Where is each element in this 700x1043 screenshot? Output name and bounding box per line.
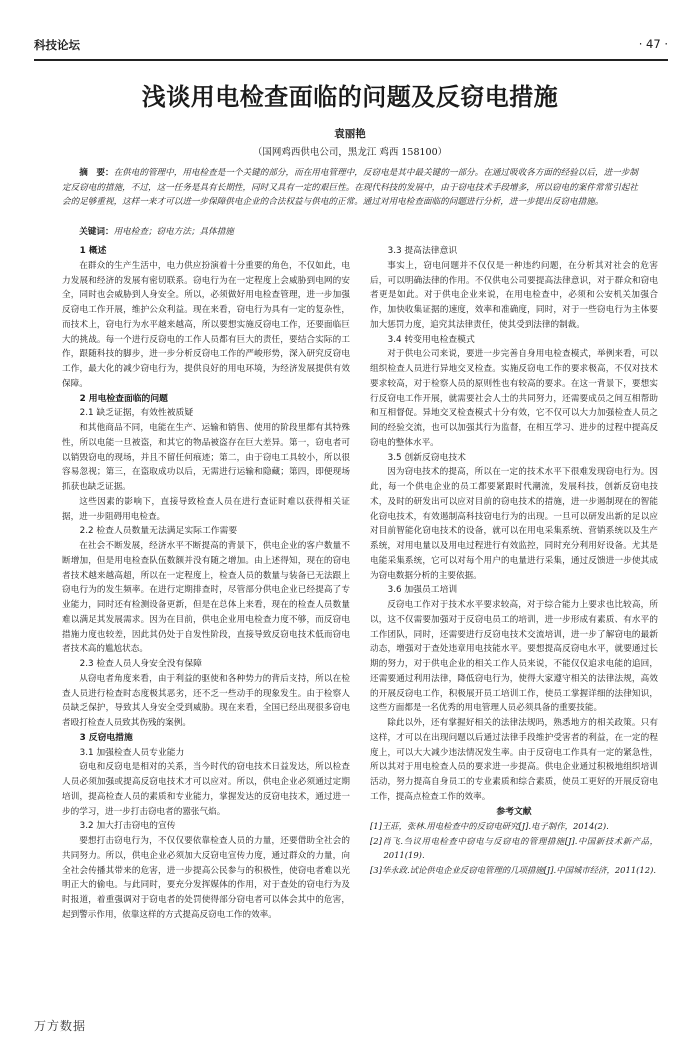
subsection-heading: 3.4 转变用电检查模式 bbox=[387, 334, 475, 345]
subsection-heading: 3.5 创新反窃电技术 bbox=[387, 452, 466, 463]
paragraph: 因为窃电技术的提高，所以在一定的技术水平下很难发现窃电行为。因此，每一个供电企业的员工都要紧跟时代潮流，发展科技，创新反窃电技术，及时的研发出可以应对目前的窃电技术的措施，进一步遏制现在的智能化窃电技术，有效遏制高科技窃电行为的出现。一旦可以研发出新的足以应对目前智能化窃电技术的设备，就可以在用电采集系统、营销系统以及生产系统，对用电量以及用电过程进行有效监控，同时充分利用好设备。尤其是电能采集系统，它可以对每个用户的电量进行采集，通过反馈进一步使其成为窃电数据分析的主要依据。 bbox=[370, 467, 658, 581]
article-author: 袁丽艳 bbox=[334, 128, 366, 140]
subsection-heading: 3.3 提高法律意识 bbox=[387, 246, 458, 256]
paragraph: 这些因素的影响下，直接导致检查人员在进行查证时难以获得相关证据，进一步阻碍用电检查。 bbox=[62, 496, 350, 522]
paragraph: 和其他商品不同，电能在生产、运输和销售、使用的阶段里都有其特殊性，所以电能一旦被盗，和其它的物品被盗存在巨大差异。第一，窃电者可以销毁窃电的现场，并且不留任何痕迹；第二，由于窃电工具较小，所以很容易忽视；第三，在盗取成功以后，无需进行运输和隐藏；第四，即便现场抓获也缺乏证据。 bbox=[62, 423, 350, 492]
left-column bbox=[62, 244, 350, 923]
abstract-label: 摘 要： bbox=[79, 168, 114, 178]
reference-item: [1]王莊，张林.用电检查中的反窃电研究[J].电子制作，2014(2). bbox=[370, 821, 609, 832]
paragraph: 事实上，窃电问题并不仅仅是一种违约问题，在分析其对社会的危害后，可以明确法律的作用。不仅供电公司要提高法律意识，对于群众和窃电者更是如此。对于供电企业来说，在用电检查中，必须和公安机关加强合作，加快收集证据的速度，效率和准确度，同时，对于一些窃电行为主体要加大惩罚力度，追究其法律责任，使其受到法律的制裁。 bbox=[370, 260, 658, 330]
running-header bbox=[34, 33, 668, 51]
header-rule bbox=[34, 59, 668, 61]
paragraph: 要想打击窃电行为，不仅仅要依靠检查人员的力量，还要借助全社会的共同努力。所以，供电企业必须加大反窃电宣传力度，通过群众的力量，向全社会传播其带来的危害，进一步提高公民参与的积极性，使窃电者难以光明正大的偷电。与此同时，要充分发挥媒体的作用，对于查处的窃电行为及时报道，着重强调对于窃电者的处罚使得部分窃电者可以体会其中的危害，起到警示作用，依靠这样的方式提高反窃电工作的效率。 bbox=[62, 836, 350, 920]
reference-item: [2]肖飞.刍议用电检查中窃电与反窃电的管理措施[J].中国新技术新产品，2011(19). bbox=[370, 835, 658, 861]
section-heading: 3 反窃电措施 bbox=[79, 732, 133, 743]
page-number: · 47 · bbox=[638, 37, 668, 51]
subsection-heading: 3.6 加强员工培训 bbox=[387, 585, 458, 596]
paragraph: 反窃电工作对于技术水平要求较高，对于综合能力上要求也比较高，所以，这不仅需要加强对于反窃电员工的培训，进一步形成有素质、有水平的工作团队，同时，还需要进行反窃电技术交流培训，进一步了解窃电的最新动态，增强对于查处违章用电技能水平。要想提高反窃电水平，就要通过长期的努力，对于供电企业的相关工作人员来说，不能仅仅追求电能的追回，还需要通过利用法律，降低窃电行为，使得大家遵守相关的法律法规，高效的开展反窃电工作，积极展开员工培训工作，使员工掌握详细的法律知识，这些方面都是一名优秀的用电管理人员必须具备的重要技能。 bbox=[370, 600, 658, 714]
paragraph: 在社会不断发展，经济水平不断提高的背景下，供电企业的客户数量不断增加，但是用电检查队伍数额并没有随之增加。由上述得知，现在的窃电者技术越来越高超，所以在一定程度上，检查人员的数量与装备已无法跟上窃电行为的发生频率。在进行定期排查时，尽管部分供电企业已经提高了专业能力，同时还有检测设备更新，但是在总体上来看，现在的检查人员数量难以满足其发展需求。因为在目前，供电企业用电检查力度不够，而反窃电措施力度也较差，因此其仍处于自发性阶段，直接导致反窃电技术低而窃电者技术高的尴尬状态。 bbox=[62, 541, 350, 655]
subsection-heading: 3.2 加大打击窃电的宣传 bbox=[79, 821, 176, 832]
abstract-text: 在供电的管理中，用电检查是一个关键的部分，而在用电管理中，反窃电是其中最关键的一部分。在通过吸收各方面的经验以后，进一步制定反窃电的措施，不过，这一任务是具有长期性，同时又具有一定的艰巨性。在现代科技的发展中，由于窃电技术手段增多，所以窃电的案件常常引起社会的足够重视，这样一来才可以进一步保障供电企业的合法权益与供电的正常。通过对用电检查面临的问题进行分析，进一步提出反窃电措施。 bbox=[62, 168, 638, 208]
subsection-heading: 3.1 加强检查人员专业能力 bbox=[79, 747, 185, 758]
references-heading: 参考文献 bbox=[496, 806, 532, 817]
article-title: 浅谈用电检查面临的问题及反窃电措施 bbox=[141, 83, 559, 111]
abstract bbox=[62, 166, 638, 210]
paragraph: 窃电和反窃电是相对的关系，当今时代的窃电技术日益发达，所以检查人员必须加强或提高反窃电技术才可以应对。所以，供电企业必须通过定期培训，提高检查人员的素质和专业能力，掌握发达的反窃电技术，通过进一步的学习，进一步打击窃电者的嚣张气焰。 bbox=[62, 762, 350, 817]
keywords bbox=[62, 225, 638, 239]
right-column bbox=[370, 244, 658, 877]
paragraph: 对于供电公司来说，要进一步完善自身用电检查模式，举例来看，可以组织检查人员进行异地交叉检查。实施反窃电工作的要求极高，不仅对技术要求较高，对于检察人员的原则性也有较高的要求。在这一背景下，要想实行反窃电工作开展，就需要社会人士的共同努力，还需要成员之间互相帮助和互相督促。异地交叉检查模式十分有效，它不仅可以大力加强检查人员之间的经验交流，也可以加强其行为监督，在相互学习、进步的过程中提高反窃电的整体水平。 bbox=[370, 349, 658, 448]
section-heading: 2 用电检查面临的问题 bbox=[79, 393, 168, 404]
paragraph: 在群众的生产生活中，电力供应扮演着十分重要的角色，不仅如此，电力发展和经济的发展有密切联系。窃电行为在一定程度上会威胁到电网的安全，同时也会威胁到人身安全。所以，必须做好用电检查管理，进一步加强反窃电工作开展，维护公众利益。现在来看，窃电行为具有一定的复杂性，而技术上，窃电行为水平越来越高，所以要想实施反窃电工作，还要面临巨大的挑战。每一个进行反窃电的工作人员都有巨大的责任，要结合实际的工作，跟随科技的脚步，进一步分析反窃电工作的严峻形势，深入研究反窃电工作，最大化的减少窃电行为，提供良好的用电环境，为经济发展提供有效保障。 bbox=[62, 260, 350, 389]
reference-item: [3]华永政.试论供电企业反窃电管理的几项措施[J].中国城市经济，2011(12). bbox=[370, 864, 656, 875]
subsection-heading: 2.2 检查人员数量无法满足实际工作需要 bbox=[79, 526, 238, 537]
author-affiliation: （国网鸡西供电公司，黑龙江 鸡西 158100） bbox=[252, 147, 448, 158]
paragraph: 除此以外，还有掌握好相关的法律法规吗，熟悉地方的相关政策。只有这样，才可以在出现问题以后通过法律手段维护受害者的利益，在一定的程度上，可以大大减少违法情况发生率。由于反窃电工作具有一定的紧急性，所以其对于用电检查人员的要求进一步提高。供电企业通过积极地组织培训活动，努力提高自身员工的专业素质和综合素质，使员工更好的开展反窃电工作，提高点检查工作的效率。 bbox=[370, 718, 658, 802]
section-heading: 1 概述 bbox=[79, 246, 107, 256]
subsection-heading: 2.1 缺乏证据，有效性被质疑 bbox=[79, 408, 194, 419]
wanfang-data-logo: 万方数据 bbox=[34, 1019, 87, 1033]
keywords-text: 用电检查；窃电方法；具体措施 bbox=[113, 227, 234, 237]
subsection-heading: 2.3 检查人员人身安全没有保障 bbox=[79, 659, 202, 669]
paragraph: 从窃电者角度来看，由于利益的驱使和各种势力的背后支持，所以在检查人员进行检查时态度极其恶劣，还不乏一些动手的现象发生。由于检察人员缺乏保护，导致其人身安全受到威胁。现在来看，全国已经出现很多窃电者殴打检查人员致其伤残的案例。 bbox=[62, 673, 350, 728]
keywords-label: 关键词： bbox=[79, 227, 114, 237]
journal-section: 科技论坛 bbox=[34, 38, 80, 52]
